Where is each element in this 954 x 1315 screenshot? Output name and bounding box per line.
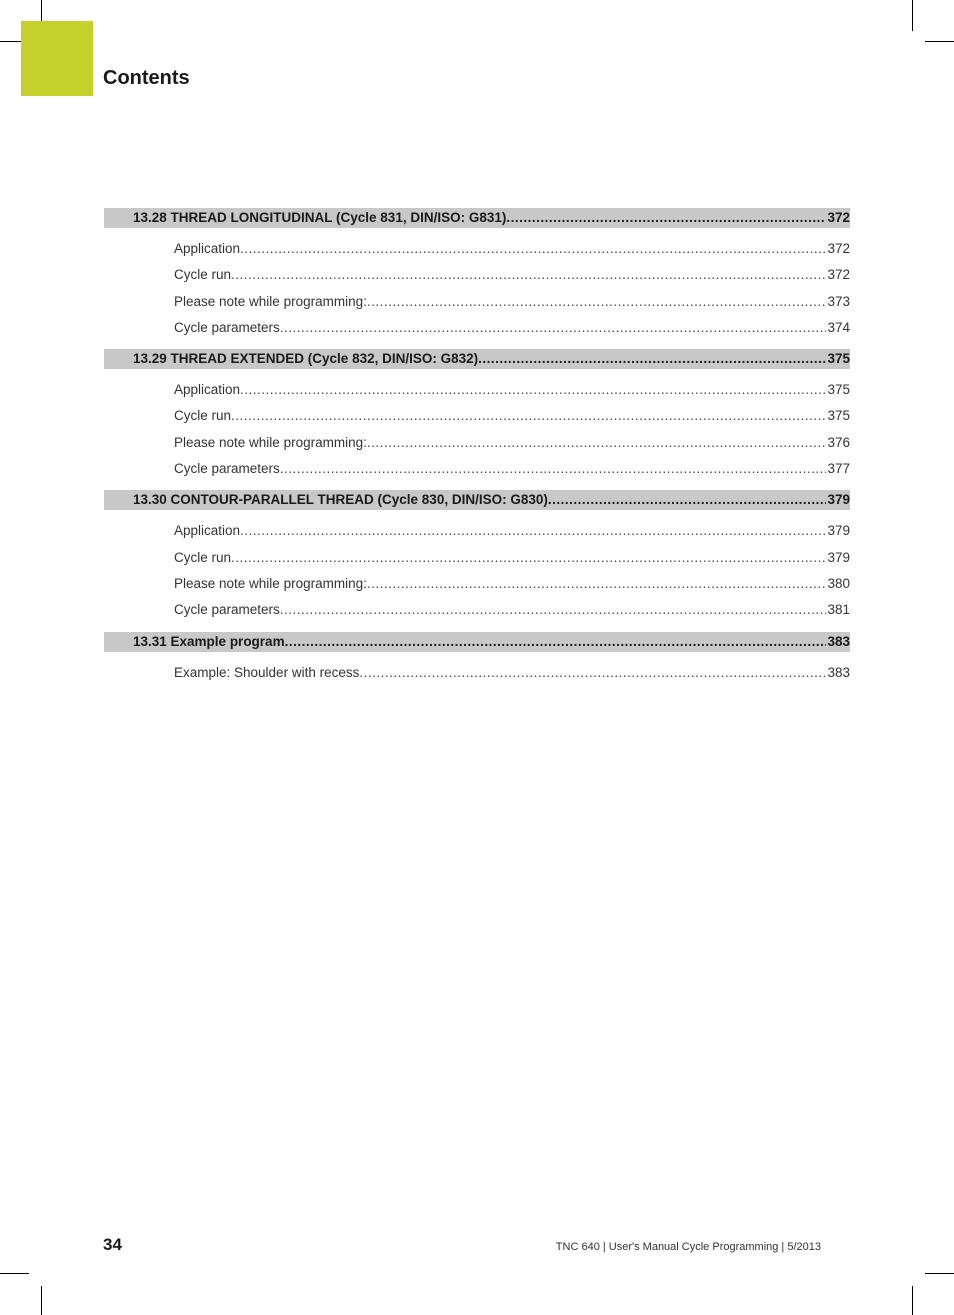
toc-leader-dots: [359, 660, 826, 686]
toc-item-page: 377: [827, 461, 850, 477]
crop-mark: [912, 1286, 913, 1315]
toc-leader-dots: [548, 490, 827, 510]
toc-item-group: [104, 652, 850, 694]
toc-item-row[interactable]: [104, 597, 850, 623]
toc-leader-dots: [367, 430, 827, 456]
toc-leader-dots: [280, 597, 827, 623]
toc-item-row[interactable]: [104, 518, 850, 544]
toc-item-label: Cycle run: [174, 267, 232, 283]
toc-section-title: 13.30 CONTOUR-PARALLEL THREAD (Cycle 830, DIN/ISO: G830): [133, 492, 548, 508]
toc-leader-dots: [240, 518, 826, 544]
toc-leader-dots: [240, 236, 826, 262]
toc-item-label: Cycle run: [174, 549, 232, 565]
toc-item-label: Please note while programming:: [174, 434, 367, 450]
toc-leader-dots: [506, 208, 826, 228]
footer-text: TNC 640 | User's Manual Cycle Programming | 5/2013: [555, 1241, 821, 1253]
toc-item-label: Application: [174, 241, 241, 256]
toc-item-row[interactable]: [104, 571, 850, 597]
page-title: Contents: [103, 67, 190, 89]
toc-item-row[interactable]: [104, 377, 850, 403]
toc-section-title: 13.28 THREAD LONGITUDINAL (Cycle 831, DIN/ISO: G831): [133, 210, 507, 225]
crop-mark: [41, 1286, 42, 1315]
toc-item-page: 372: [827, 267, 850, 283]
table-of-contents: [104, 208, 850, 694]
toc-item-page: 376: [827, 434, 850, 450]
toc-item-page: 373: [827, 293, 850, 309]
toc-item-row[interactable]: [104, 403, 850, 429]
toc-section-title: 13.29 THREAD EXTENDED (Cycle 832, DIN/ISO: G832): [133, 351, 479, 367]
toc-item-page: 375: [827, 408, 850, 424]
toc-section-page: 383: [827, 633, 850, 649]
toc-item-row[interactable]: [104, 456, 850, 482]
toc-item-label: Example: Shoulder with recess: [174, 664, 360, 680]
crop-mark: [41, 0, 42, 21]
toc-item-page: 372: [827, 241, 850, 256]
toc-item-page: 379: [827, 523, 850, 539]
toc-item-row[interactable]: [104, 545, 850, 571]
toc-leader-dots: [367, 289, 827, 315]
toc-leader-dots: [231, 545, 826, 571]
toc-item-row[interactable]: [104, 315, 850, 341]
toc-item-group: [104, 369, 850, 490]
toc-item-label: Cycle parameters: [174, 461, 280, 477]
toc-item-label: Cycle parameters: [174, 602, 280, 618]
toc-section-row[interactable]: [104, 208, 850, 228]
page-number: 34: [103, 1235, 122, 1254]
toc-section-page: 375: [827, 351, 850, 367]
crop-mark: [0, 41, 21, 42]
toc-leader-dots: [240, 377, 826, 403]
toc-item-page: 379: [827, 549, 850, 565]
crop-mark: [912, 0, 913, 31]
toc-item-page: 374: [827, 319, 850, 335]
toc-item-group: [104, 510, 850, 631]
toc-item-row[interactable]: [104, 289, 850, 315]
toc-item-label: Cycle parameters: [174, 319, 280, 335]
toc-item-page: 383: [827, 664, 850, 680]
crop-mark: [925, 1273, 954, 1274]
toc-leader-dots: [231, 403, 826, 429]
toc-item-page: 380: [827, 575, 850, 591]
toc-item-row[interactable]: [104, 430, 850, 456]
chapter-tab: [21, 21, 93, 96]
toc-leader-dots: [280, 315, 827, 341]
toc-leader-dots: [231, 262, 826, 288]
toc-item-group: [104, 228, 850, 349]
crop-mark: [0, 1273, 29, 1274]
toc-leader-dots: [280, 456, 827, 482]
toc-item-row[interactable]: [104, 262, 850, 288]
toc-section-title: 13.31 Example program: [133, 633, 285, 649]
toc-leader-dots: [478, 349, 826, 369]
toc-item-page: 381: [827, 602, 850, 618]
toc-item-page: 375: [827, 382, 850, 398]
toc-item-label: Application: [174, 523, 241, 539]
toc-item-label: Please note while programming:: [174, 293, 367, 309]
toc-section-row[interactable]: [104, 490, 850, 510]
toc-item-label: Cycle run: [174, 408, 232, 424]
toc-item-label: Please note while programming:: [174, 575, 367, 591]
toc-leader-dots: [285, 632, 827, 652]
toc-item-row[interactable]: [104, 236, 850, 262]
toc-item-label: Application: [174, 382, 241, 398]
crop-mark: [925, 41, 954, 42]
toc-leader-dots: [367, 571, 827, 597]
toc-item-row[interactable]: [104, 660, 850, 686]
toc-section-row[interactable]: [104, 632, 850, 652]
toc-section-page: 372: [827, 210, 850, 225]
toc-section-page: 379: [827, 492, 850, 508]
toc-section-row[interactable]: [104, 349, 850, 369]
